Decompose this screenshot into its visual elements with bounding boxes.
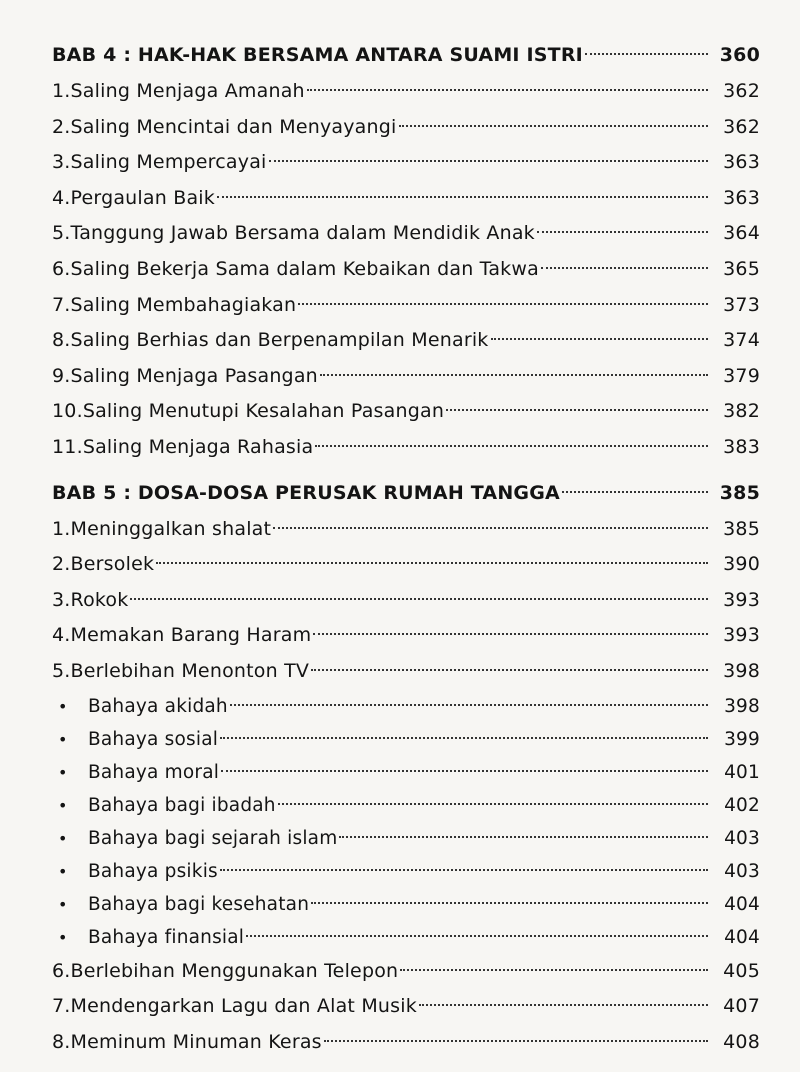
toc-subentry (52, 888, 760, 921)
subentry-title: Bahaya akidah (88, 695, 228, 717)
page-number: 365 (723, 257, 760, 280)
dot-leader (311, 902, 708, 904)
page-number: 364 (723, 222, 760, 245)
toc-entry (52, 989, 760, 1025)
entry-title: Berlebihan Menggunakan Telepon (70, 959, 399, 982)
entry-number: 5. (52, 222, 71, 245)
page-number: 404 (724, 926, 760, 948)
entry-title: Saling Menutupi Kesalahan Pasangan (82, 400, 445, 423)
page-number: 401 (724, 761, 760, 783)
page-number: 405 (723, 959, 760, 982)
page-number: 362 (723, 80, 760, 102)
toc-entry (52, 110, 760, 146)
page-number: 383 (723, 435, 760, 458)
dot-leader (537, 231, 708, 233)
entry-title: Saling Menjaga Rahasia (82, 435, 314, 458)
entry-title: Saling Berhias dan Berpenampilan Menarik (70, 329, 489, 352)
entry-title: Saling Mencintai dan Menyayangi (70, 115, 397, 138)
entry-title: Meminum Minuman Keras (70, 1030, 322, 1053)
entry-number: 8. (52, 1030, 71, 1053)
entry-number: 9. (52, 364, 71, 387)
bullet-icon: • (58, 894, 68, 914)
entry-title: Saling Membahagiakan (70, 293, 297, 316)
page-number: 398 (723, 659, 760, 682)
entry-number: 10. (52, 400, 83, 423)
entry-title: Berlebihan Menonton TV (70, 659, 310, 682)
toc-subentry (52, 756, 760, 789)
bullet-icon: • (58, 729, 68, 749)
toc-entry (52, 512, 760, 548)
chapter-4-items (52, 74, 760, 466)
toc-entry (52, 323, 760, 359)
page-number: 407 (723, 995, 760, 1018)
entry-number: 3. (52, 588, 71, 611)
entry-number: 6. (52, 257, 71, 280)
subentry-title: Bahaya finansial (88, 926, 245, 948)
chapter-heading-bab-4 (52, 38, 760, 74)
entry-number: 1. (52, 80, 71, 102)
dot-leader (324, 1040, 708, 1042)
toc-entry (52, 547, 760, 583)
dot-leader (446, 409, 708, 411)
entry-title: Meninggalkan shalat (70, 517, 272, 540)
toc-entry (52, 216, 760, 252)
entry-number: 4. (52, 624, 71, 647)
toc-entry (52, 145, 760, 181)
entry-title: Saling Bekerja Sama dalam Kebaikan dan Takwa (70, 257, 539, 280)
page-number: 393 (723, 624, 760, 647)
entry-number: 8. (52, 329, 71, 352)
page-number: 385 (723, 517, 760, 540)
page-number: 399 (724, 728, 760, 750)
dot-leader (320, 374, 708, 376)
chapter-5-items (52, 512, 760, 1061)
page-number: 360 (719, 44, 760, 66)
chapter-title: BAB 5 : DOSA-DOSA PERUSAK RUMAH TANGGA (52, 481, 560, 504)
page-number: 403 (724, 860, 760, 882)
toc-entry (52, 74, 760, 110)
dot-leader (307, 89, 708, 91)
dot-leader (399, 125, 708, 127)
entry-number: 1. (52, 517, 71, 540)
page-number: 363 (723, 186, 760, 209)
toc-entry (52, 252, 760, 288)
dot-leader (585, 53, 708, 55)
toc-entry (52, 954, 760, 990)
toc-entry (52, 654, 760, 690)
toc-subentry (52, 822, 760, 855)
entry-title: Saling Menjaga Amanah (70, 80, 305, 102)
dot-leader (246, 935, 708, 937)
entry-title: Tanggung Jawab Bersama dalam Mendidik Anak (70, 222, 535, 245)
page-number: 363 (723, 151, 760, 174)
page-number: 404 (724, 893, 760, 915)
entry-number: 2. (52, 115, 71, 138)
toc-entry (52, 618, 760, 654)
dot-leader (273, 527, 708, 529)
page-number: 402 (724, 794, 760, 816)
dot-leader (313, 633, 708, 635)
page-number: 390 (723, 553, 760, 576)
toc-entry (52, 288, 760, 324)
toc-subentry (52, 690, 760, 723)
subentry-title: Bahaya bagi kesehatan (88, 893, 310, 915)
dot-leader (541, 267, 708, 269)
page-number: 385 (719, 481, 760, 504)
page-number: 403 (724, 827, 760, 849)
entry-title: Saling Mempercayai (70, 151, 267, 174)
subentry-title: Bahaya bagi ibadah (88, 794, 276, 816)
dot-leader (315, 445, 708, 447)
subentry-title: Bahaya bagi sejarah islam (88, 827, 338, 849)
entry-title: Bersolek (70, 553, 155, 576)
toc-entry (52, 1025, 760, 1061)
entry-number: 7. (52, 995, 71, 1018)
entry-title: Pergaulan Baik (70, 186, 215, 209)
dot-leader (156, 562, 708, 564)
page-number: 362 (723, 115, 760, 138)
toc-subentry (52, 855, 760, 888)
entry-number: 11. (52, 435, 83, 458)
subentry-title: Bahaya sosial (88, 728, 219, 750)
table-of-contents (52, 38, 760, 1060)
dot-leader (220, 737, 708, 739)
subentry-title: Bahaya psikis (88, 860, 218, 882)
entry-title: Rokok (70, 588, 129, 611)
toc-subentry (52, 723, 760, 756)
subentry-title: Bahaya moral (88, 761, 220, 783)
toc-subentry (52, 789, 760, 822)
dot-leader (220, 869, 708, 871)
bullet-icon: • (58, 696, 68, 716)
entry-number: 7. (52, 293, 71, 316)
bullet-icon: • (58, 927, 68, 947)
bullet-icon: • (58, 795, 68, 815)
page-number: 382 (723, 400, 760, 423)
dot-leader (419, 1004, 708, 1006)
dot-leader (491, 338, 708, 340)
toc-entry (52, 181, 760, 217)
entry-number: 4. (52, 186, 71, 209)
dot-leader (298, 303, 708, 305)
entry-title: Saling Menjaga Pasangan (70, 364, 318, 387)
bullet-icon: • (58, 828, 68, 848)
entry-number: 6. (52, 959, 71, 982)
page-number: 374 (723, 329, 760, 352)
dot-leader (217, 196, 708, 198)
entry-number: 5. (52, 659, 71, 682)
page-number: 408 (723, 1030, 760, 1053)
dot-leader (278, 803, 708, 805)
toc-entry (52, 359, 760, 395)
page-number: 373 (723, 293, 760, 316)
chapter-title: BAB 4 : HAK-HAK BERSAMA ANTARA SUAMI ISTRI (52, 44, 583, 66)
dot-leader (339, 836, 708, 838)
toc-entry (52, 394, 760, 430)
entry-title: Mendengarkan Lagu dan Alat Musik (70, 995, 417, 1018)
dot-leader (562, 491, 708, 493)
entry-title: Memakan Barang Haram (70, 624, 312, 647)
toc-subentry (52, 921, 760, 954)
page-number: 393 (723, 588, 760, 611)
dot-leader (311, 669, 708, 671)
dot-leader (269, 160, 708, 162)
dot-leader (400, 969, 708, 971)
entry-number: 2. (52, 553, 71, 576)
toc-entry (52, 430, 760, 466)
dot-leader (130, 598, 708, 600)
chapter-heading-bab-5 (52, 476, 760, 512)
dot-leader (221, 770, 708, 772)
page-number: 398 (724, 695, 760, 717)
bullet-icon: • (58, 861, 68, 881)
page-number: 379 (723, 364, 760, 387)
toc-entry (52, 583, 760, 619)
bullet-icon: • (58, 762, 68, 782)
dot-leader (230, 704, 708, 706)
entry-number: 3. (52, 151, 71, 174)
